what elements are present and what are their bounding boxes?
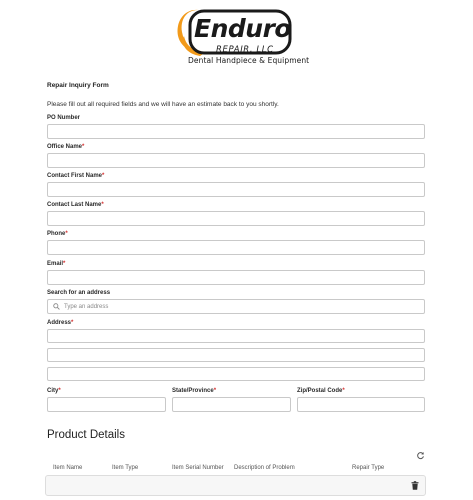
product-details-title: Product Details (47, 429, 125, 441)
zip-label: Zip/Postal Code* (297, 388, 345, 394)
address-label: Address* (47, 320, 74, 326)
contact-first-name-input[interactable] (47, 182, 425, 197)
zip-input[interactable] (297, 397, 425, 412)
state-input[interactable] (172, 397, 291, 412)
search-icon (53, 303, 60, 310)
required-marker: * (65, 231, 68, 237)
contact-first-name-label: Contact First Name* (47, 173, 105, 179)
form-title: Repair Inquiry Form (47, 82, 109, 89)
required-marker: * (342, 388, 345, 394)
phone-label: Phone* (47, 231, 68, 237)
city-input[interactable] (47, 397, 166, 412)
column-header-item-type: Item Type (112, 465, 139, 471)
city-label: City* (47, 388, 61, 394)
required-marker: * (101, 202, 104, 208)
address-search-placeholder: Type an address (64, 303, 109, 310)
logo-wordmark: Enduro (194, 14, 292, 43)
address-search-label: Search for an address (47, 290, 111, 296)
office-name-label: Office Name* (47, 144, 85, 150)
contact-last-name-input[interactable] (47, 211, 425, 226)
email-input[interactable] (47, 270, 425, 285)
trash-icon[interactable] (411, 481, 419, 490)
email-label: Email* (47, 261, 66, 267)
logo-tagline: Dental Handpiece & Equipment (188, 56, 310, 65)
address-search-input[interactable] (47, 299, 425, 314)
logo-repair-text: REPAIR, LLC (216, 45, 274, 55)
column-header-description-of-problem: Description of Problem (234, 465, 295, 471)
column-header-repair-type: Repair Type (352, 465, 385, 471)
required-marker: * (82, 144, 85, 150)
contact-last-name-label: Contact Last Name* (47, 202, 104, 208)
column-header-item-name: Item Name (53, 465, 83, 471)
address-line-2-input[interactable] (47, 348, 425, 362)
required-marker: * (213, 388, 217, 394)
required-marker: * (63, 261, 66, 267)
state-label: State/Province* (172, 388, 217, 394)
required-marker: * (58, 388, 61, 394)
po-number-label: PO Number (47, 115, 81, 121)
po-number-input[interactable] (47, 124, 425, 139)
product-row[interactable] (45, 475, 426, 496)
column-header-item-serial-number: Item Serial Number (172, 465, 224, 471)
refresh-icon[interactable] (416, 451, 425, 460)
address-line-3-input[interactable] (47, 367, 425, 381)
office-name-input[interactable] (47, 153, 425, 168)
required-marker: * (71, 320, 74, 326)
required-marker: * (102, 173, 105, 179)
form-description: Please fill out all required fields and we will have an estimate back to you shortly. (47, 101, 279, 108)
phone-input[interactable] (47, 240, 425, 255)
address-line-1-input[interactable] (47, 329, 425, 343)
